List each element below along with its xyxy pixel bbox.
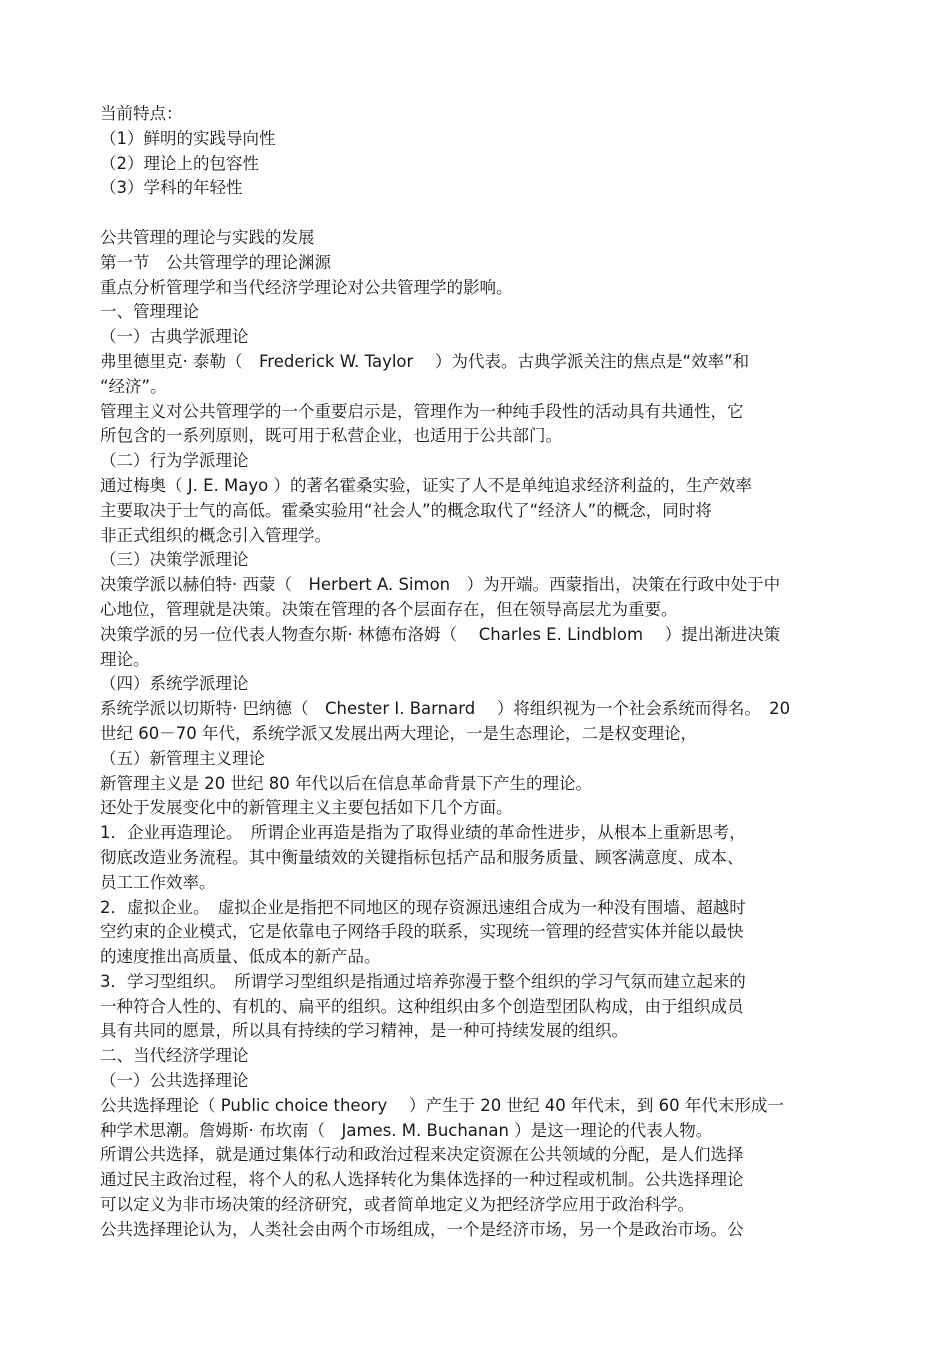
text-line: 一种符合人性的、有机的、扁平的组织。这种组织由多个创造型团队构成，由于组织成员 xyxy=(100,996,744,1016)
text-line: 2．虚拟企业。 虚拟企业是指把不同地区的现存资源迅速组合成为一种没有围墙、超越时 xyxy=(100,897,746,917)
text-line: 还处于发展变化中的新管理主义主要包括如下几个方面。 xyxy=(100,798,513,818)
text-line: 重点分析管理学和当代经济学理论对公共管理学的影响。 xyxy=(100,277,513,297)
heading-management-theory: 一、管理理论 xyxy=(100,302,199,322)
text-line: 管理主义对公共管理学的一个重要启示是，管理作为一种纯手段性的活动具有共通性，它 xyxy=(100,401,744,421)
text-line: 弗里德里克· 泰勒（ Frederick W. Taylor ）为代表。古典学派关注的焦点是“效率”和 xyxy=(100,351,750,371)
subheading: （四）系统学派理论 xyxy=(100,674,249,694)
text-line: 彻底改造业务流程。其中衡量绩效的关键指标包括产品和服务质量、顾客满意度、成本、 xyxy=(100,847,744,867)
subheading: （五）新管理主义理论 xyxy=(100,748,265,768)
text-line: 空约束的企业模式，它是依靠电子网络手段的联系，实现统一管理的经营实体并能以最快 xyxy=(100,922,744,942)
text-line: 新管理主义是 20 世纪 80 年代以后在信息革命背景下产生的理论。 xyxy=(100,773,592,793)
text-line: 通过梅奥（ J. E. Mayo ）的著名霍桑实验，证实了人不是单纯追求经济利益的，生产效率 xyxy=(100,475,752,495)
text-line: 主要取决于士气的高低。霍桑实验用“社会人”的概念取代了“经济人”的概念，同时将 xyxy=(100,500,712,520)
text-line: 决策学派以赫伯特· 西蒙（ Herbert A. Simon ）为开端。西蒙指出，决策在行政中处于中 xyxy=(100,575,781,595)
text-line: 公共选择理论（ Public choice theory ）产生于 20 世纪 40 年代末，到 60 年代末形成一 xyxy=(100,1095,784,1115)
text-line: 种学术思潮。詹姆斯· 布坎南（ James. M. Buchanan ）是这一理论的代表人物。 xyxy=(100,1120,713,1140)
text-line: 1．企业再造理论。 所谓企业再造是指为了取得业绩的革命性进步，从根本上重新思考， xyxy=(100,823,746,843)
text-line: “经济”。 xyxy=(100,376,167,396)
text-line: 具有共同的愿景，所以具有持续的学习精神，是一种可持续发展的组织。 xyxy=(100,1021,628,1041)
text-line: （1）鲜明的实践导向性 xyxy=(100,128,276,148)
blank-line xyxy=(100,201,860,226)
text-line: 所包含的一系列原则，既可用于私营企业，也适用于公共部门。 xyxy=(100,426,562,446)
subheading: （三）决策学派理论 xyxy=(100,550,249,570)
text-line: 可以定义为非市场决策的经济研究，或者简单地定义为把经济学应用于政治科学。 xyxy=(100,1195,694,1215)
text-line: 系统学派以切斯特· 巴纳德（ Chester I. Barnard ）将组织视为一个社会系统而得名。 20 xyxy=(100,699,791,719)
text-line: （3）学科的年轻性 xyxy=(100,178,243,198)
text-line: 非正式组织的概念引入管理学。 xyxy=(100,525,331,545)
text-line: 理论。 xyxy=(100,649,150,669)
text-line: 3．学习型组织。 所谓学习型组织是指通过培养弥漫于整个组织的学习气氛而建立起来的 xyxy=(100,971,746,991)
section-title: 公共管理的理论与实践的发展 xyxy=(100,227,315,247)
text-line: 通过民主政治过程，将个人的私人选择转化为集体选择的一种过程或机制。公共选择理论 xyxy=(100,1170,744,1190)
document-page xyxy=(100,102,860,1243)
text-line: 所谓公共选择，就是通过集体行动和政治过程来决定资源在公共领域的分配，是人们选择 xyxy=(100,1145,744,1165)
chapter-heading: 第一节 公共管理学的理论渊源 xyxy=(100,252,331,272)
text-line: （2）理论上的包容性 xyxy=(100,153,259,173)
text-line: 员工工作效率。 xyxy=(100,872,216,892)
text-line: 公共选择理论认为，人类社会由两个市场组成，一个是经济市场，另一个是政治市场。公 xyxy=(100,1219,744,1239)
text-line: 世纪 60－70 年代，系统学派又发展出两大理论，一是生态理论，二是权变理论， xyxy=(100,723,697,743)
subheading: （二）行为学派理论 xyxy=(100,451,249,471)
text-line: 当前特点： xyxy=(100,104,183,123)
text-line: 决策学派的另一位代表人物查尔斯· 林德布洛姆（ Charles E. Lindblom ）提出渐进决策 xyxy=(100,624,781,644)
text-line: 的速度推出高质量、低成本的新产品。 xyxy=(100,947,381,967)
text-line: 心地位，管理就是决策。决策在管理的各个层面存在，但在领导高层尤为重要。 xyxy=(100,599,678,619)
subheading: （一）公共选择理论 xyxy=(100,1071,249,1091)
heading-economics-theory: 二、当代经济学理论 xyxy=(100,1046,249,1066)
subheading: （一）古典学派理论 xyxy=(100,327,249,347)
